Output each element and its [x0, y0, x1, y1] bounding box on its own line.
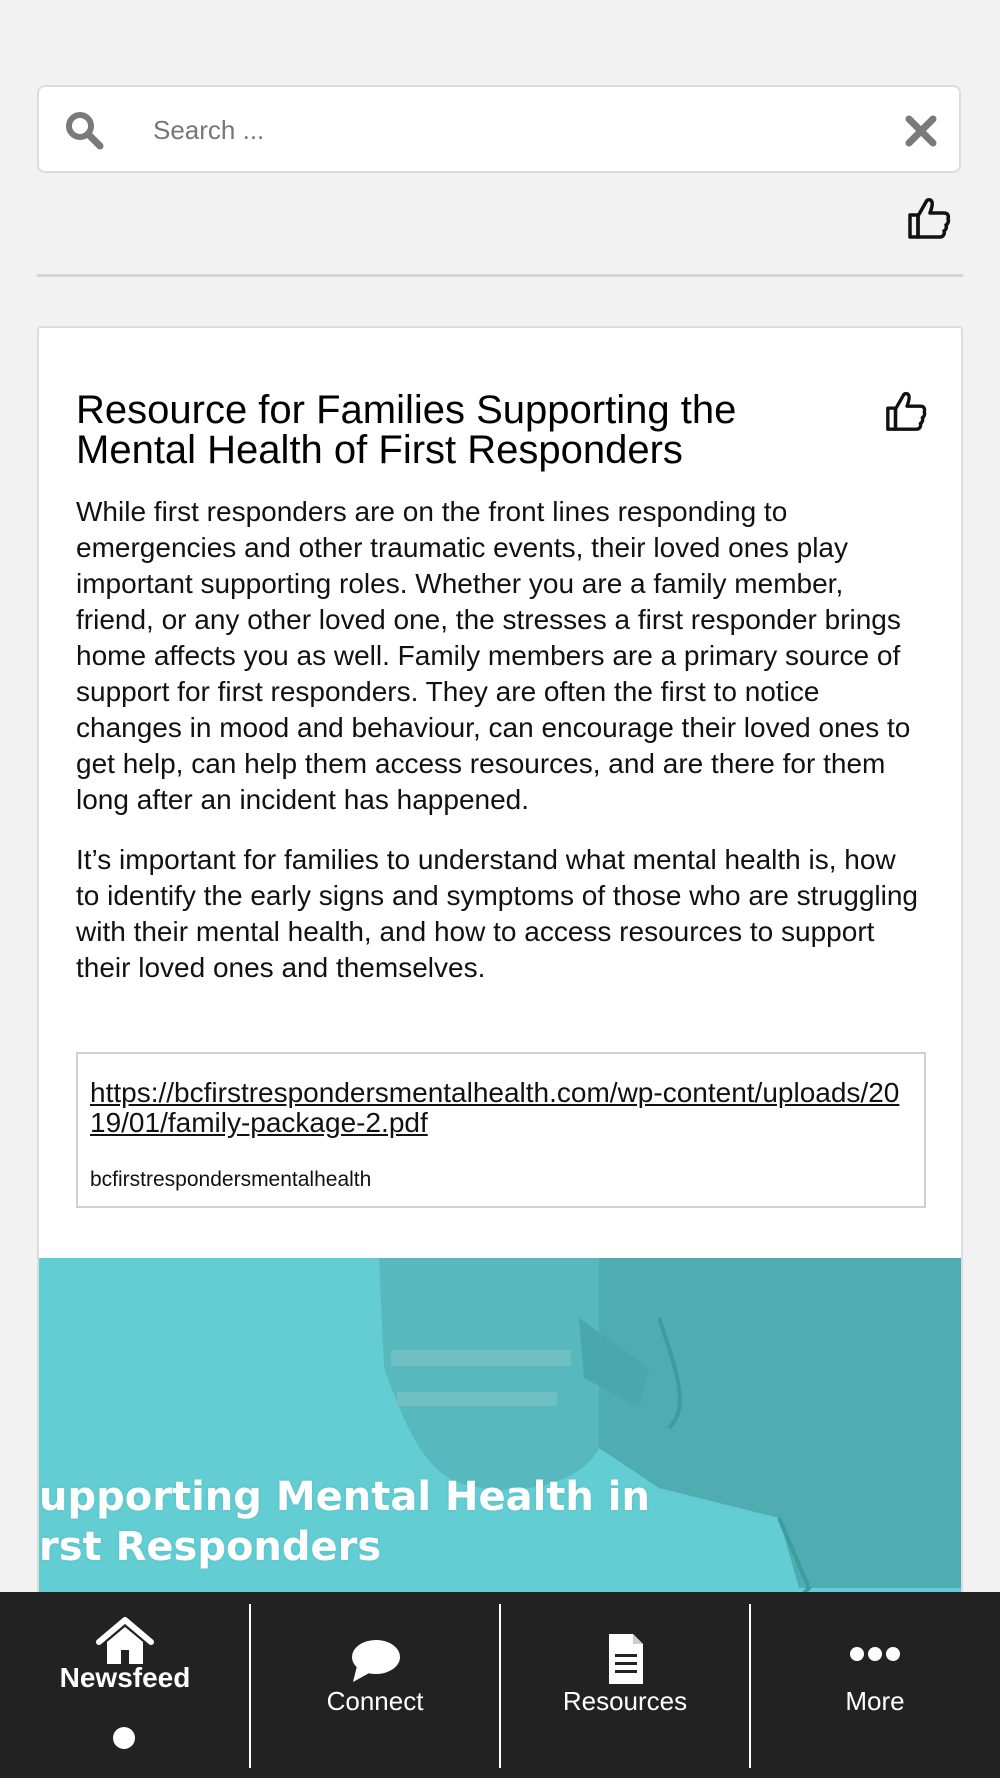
search-icon: [63, 109, 105, 151]
home-icon: [95, 1614, 155, 1668]
link-preview[interactable]: [76, 1052, 926, 1208]
card-thumbs-up-icon[interactable]: [884, 388, 930, 434]
bottom-tab-bar: [0, 1592, 1000, 1778]
link-url[interactable]: https://bcfirstrespondersmentalhealth.com/wp-content/uploads/2019/01/family-package-2.pdf: [90, 1077, 900, 1138]
document-icon: [595, 1632, 655, 1686]
link-domain: bcfirstrespondersmentalhealth: [90, 1168, 372, 1191]
tab-label-resources: Resources: [562, 1686, 688, 1716]
newsfeed-card: [37, 326, 963, 1626]
card-title: Resource for Families Supporting the Mental Health of First Responders: [76, 388, 737, 472]
chat-bubble-icon: [345, 1636, 405, 1690]
card-body: [76, 494, 926, 1010]
search-bar: [37, 85, 961, 173]
card-paragraph: While first responders are on the front lines responding to emergencies and other traumatic events, their loved ones play important supporting roles. Whether you are a family member, friend, or any other loved one, the stresses a first responder brings home affects you as well. Family members are a primary source of support for first responders. They are often the first to notice changes in mood and behaviour, can encourage their loved ones to get help, can help them access resources, and are there for them long after an incident has happened.: [76, 496, 911, 815]
tab-label-connect: Connect: [326, 1686, 424, 1716]
section-divider: [37, 274, 963, 277]
tab-newsfeed[interactable]: [0, 1592, 250, 1778]
active-tab-indicator: [113, 1727, 135, 1749]
tab-connect[interactable]: [250, 1592, 500, 1778]
tab-label-more: More: [845, 1686, 905, 1716]
card-paragraph: It’s important for families to understand what mental health is, how to identify the early signs and symptoms of those who are struggling with their mental health, and how to access resources to support their loved ones and themselves.: [76, 844, 918, 983]
tab-label-newsfeed: Newsfeed: [59, 1662, 191, 1693]
close-icon[interactable]: [903, 113, 939, 149]
search-input[interactable]: [151, 107, 895, 153]
thumbs-up-icon[interactable]: [906, 194, 954, 242]
image-caption-text: upporting Mental Health in rst Responders: [39, 1474, 650, 1570]
article-image[interactable]: [39, 1258, 963, 1626]
tab-resources[interactable]: [500, 1592, 750, 1778]
tab-more[interactable]: [750, 1592, 1000, 1778]
